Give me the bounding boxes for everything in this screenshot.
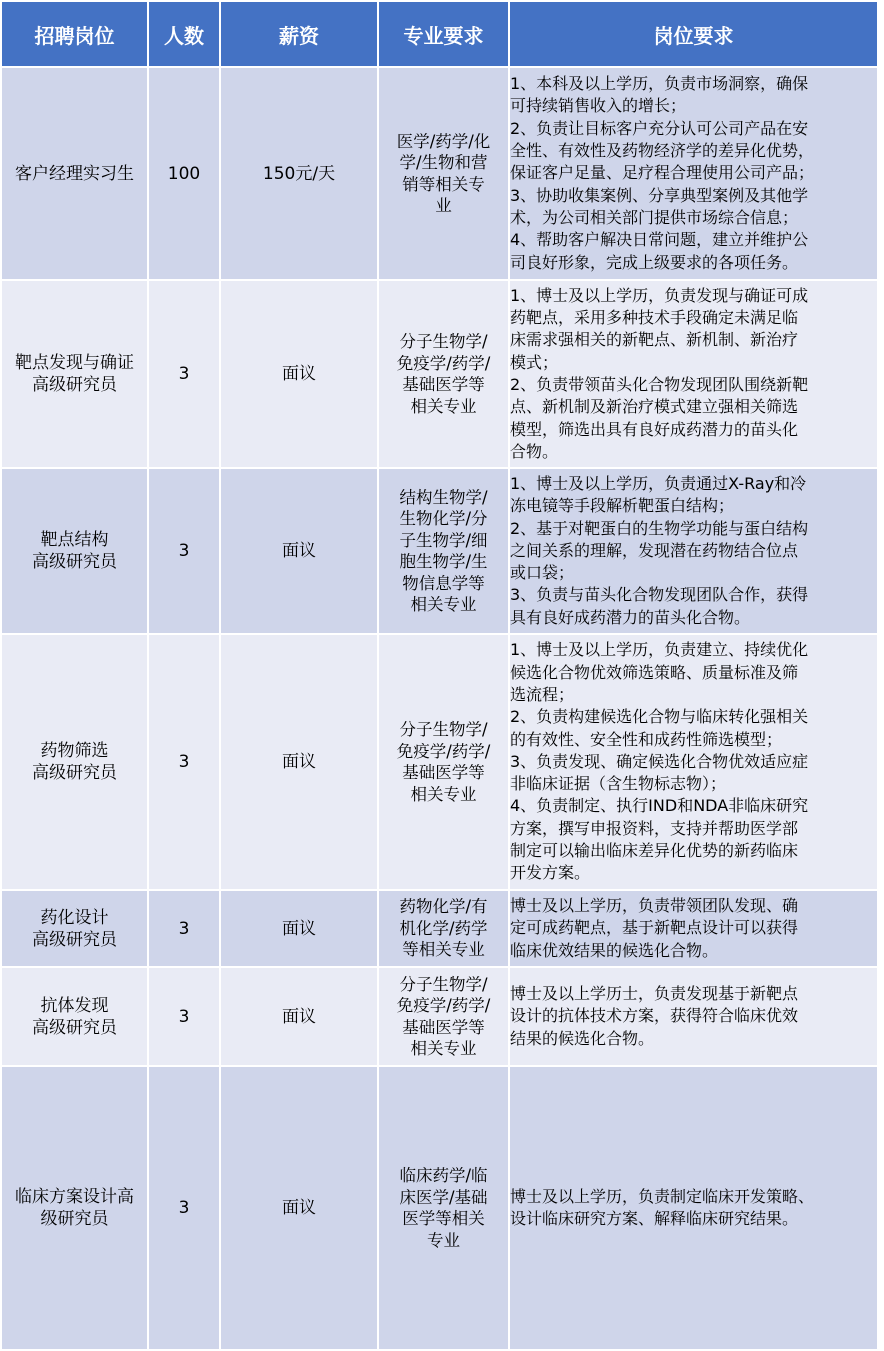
requirement-line: 术，为公司相关部门提供市场综合信息； [510,207,799,227]
position-title-cell [1,280,148,468]
requirement-line: 之间关系的理解，发现潜在药物结合位点 [510,540,799,560]
major-line: 药物化学/有 [399,897,488,917]
requirement-line: 合物。 [510,441,559,461]
header-requirements: 岗位要求 [509,1,878,67]
header-headcount: 人数 [148,1,220,67]
requirement-line: 候选化合物优效筛选策略、质量标准及筛 [510,662,799,682]
major-line: 免疫学/药学/ [396,996,491,1015]
major-line: 床医学/基础 [399,1187,488,1207]
major-requirement-cell [378,967,509,1066]
major-line: 学/生物和营 [399,153,488,172]
table-row [1,1066,878,1350]
salary-cell: 面议 [220,280,378,468]
major-line: 生物化学/分 [399,509,488,528]
requirement-line: 模型，筛选出具有良好成药潜力的苗头化 [510,419,799,439]
requirement-line: 设计的抗体技术方案，获得符合临床优效 [510,1006,799,1026]
position-title-line: 高级研究员 [32,1017,117,1038]
requirement-line: 2、负责带领苗头化合物发现团队围绕新靶 [510,375,809,394]
requirement-line: 定可成药靶点，基于新靶点设计可以获得 [510,918,799,938]
headcount-cell: 3 [148,468,220,634]
salary-cell: 面议 [220,1066,378,1350]
requirement-line: 的有效性、安全性和成药性筛选模型； [510,729,783,749]
position-title-cell [1,634,148,890]
requirement-line: 3、协助收集案例、分享典型案例及其他学 [510,185,809,205]
major-line: 分子生物学/ [399,974,488,994]
requirement-line: 4、负责制定、执行IND和NDA非临床研究 [510,796,809,816]
position-title-line: 药化设计 [40,907,109,928]
major-line: 免疫学/药学/ [396,741,491,761]
requirement-line: 1、本科及以上学历，负责市场洞察，确保 [510,74,809,94]
position-title-line: 高级研究员 [32,375,117,395]
headcount-cell: 3 [148,280,220,468]
major-line: 业 [435,196,452,215]
requirement-line: 博士及以上学历，负责带领团队发现、确 [510,896,799,916]
job-requirement-cell [509,1066,878,1350]
salary-cell: 面议 [220,890,378,967]
major-line: 相关专业 [410,1039,477,1058]
requirement-line: 3、负责发现、确定候选化合物优效适应症 [510,751,809,771]
requirement-line: 3、负责与苗头化合物发现团队合作，获得 [510,585,809,605]
position-title-line: 抗体发现 [40,995,109,1016]
job-requirement-cell [509,67,878,280]
position-title-line: 级研究员 [40,1209,109,1229]
major-line: 分子生物学/ [399,332,488,351]
job-requirement-cell [509,280,878,468]
major-requirement-cell [378,1066,509,1350]
major-line: 等相关专业 [402,940,485,960]
major-line: 基础医学等 [402,763,485,782]
requirement-line: 制定可以输出临床差异化优势的新药临床 [510,841,799,861]
header-row [1,1,878,67]
requirement-line: 2、负责让目标客户充分认可公司产品在安 [510,118,809,138]
major-line: 临床药学/临 [399,1166,488,1185]
requirement-line: 4、帮助客户解决日常问题，建立并维护公 [510,230,809,250]
position-title-cell [1,67,148,280]
requirement-line: 全性、有效性及药物经济学的差异化优势， [510,141,815,161]
headcount-cell: 3 [148,890,220,967]
headcount-cell: 3 [148,967,220,1066]
header-salary: 薪资 [220,1,378,67]
job-requirement-cell [509,468,878,634]
requirement-line: 非临床证据（含生物标志物）； [510,774,727,794]
major-requirement-cell [378,280,509,468]
requirement-line: 博士及以上学历，负责制定临床开发策略、 [510,1186,815,1206]
position-title-line: 高级研究员 [32,929,117,950]
requirement-line: 药靶点，采用多种技术手段确定未满足临 [510,308,799,328]
requirement-line: 1、博士及以上学历，负责建立、持续优化 [510,640,809,660]
salary-cell: 面议 [220,967,378,1066]
major-line: 免疫学/药学/ [396,353,491,373]
salary-cell: 面议 [220,468,378,634]
requirement-line: 2、基于对靶蛋白的生物学功能与蛋白结构 [510,518,809,538]
major-line: 基础医学等 [402,1017,485,1037]
table-row [1,890,878,967]
requirement-line: 保证客户足量、足疗程合理使用公司产品； [510,163,815,183]
position-title-line: 临床方案设计高 [15,1187,134,1207]
major-requirement-cell [378,67,509,280]
requirement-line: 临床优效结果的候选化合物。 [510,940,719,960]
requirement-line: 1、博士及以上学历，负责发现与确证可成 [510,285,809,305]
major-line: 基础医学等 [402,375,485,394]
requirement-line: 方案，撰写申报资料，支持并帮助医学部 [510,818,799,838]
major-requirement-cell [378,634,509,890]
position-title-line: 靶点发现与确证 [15,353,134,373]
table-row [1,967,878,1066]
position-title-cell [1,1066,148,1350]
table-row [1,280,878,468]
requirement-line: 点、新机制及新治疗模式建立强相关筛选 [510,397,799,417]
position-title-line: 高级研究员 [32,763,117,783]
major-line: 销等相关专 [402,174,485,194]
requirement-line: 模式； [510,352,559,372]
major-requirement-cell [378,468,509,634]
job-requirement-cell [509,890,878,967]
position-title-cell [1,967,148,1066]
major-line: 子生物学/细 [399,530,488,550]
position-title-line: 靶点结构 [40,530,109,550]
requirement-line: 具有良好成药潜力的苗头化合物。 [510,607,751,627]
headcount-cell: 3 [148,1066,220,1350]
position-title-line: 药物筛选 [40,741,109,761]
requirement-line: 博士及以上学历士，负责发现基于新靶点 [510,984,799,1004]
major-requirement-cell [378,890,509,967]
position-title-line: 高级研究员 [32,552,117,572]
table-row [1,468,878,634]
requirement-line: 结果的候选化合物。 [510,1028,655,1048]
table-row [1,67,878,280]
major-line: 胞生物学/生 [399,552,488,571]
major-line: 结构生物学/ [399,487,488,507]
major-line: 相关专业 [410,595,477,614]
position-title-cell [1,468,148,634]
major-line: 机化学/药学 [399,918,488,938]
requirement-line: 可持续销售收入的增长； [510,96,687,116]
position-title-cell [1,890,148,967]
requirement-line: 2、负责构建候选化合物与临床转化强相关 [510,707,809,727]
major-line: 分子生物学/ [399,720,488,739]
requirement-line: 开发方案。 [510,863,591,883]
requirement-line: 司良好形象，完成上级要求的各项任务。 [510,252,799,272]
major-line: 专业 [427,1230,460,1250]
position-title-line: 客户经理实习生 [15,163,134,184]
major-line: 相关专业 [410,396,477,416]
major-line: 相关专业 [410,784,477,804]
headcount-cell: 3 [148,634,220,890]
header-position: 招聘岗位 [1,1,148,67]
major-line: 医学等相关 [402,1209,485,1228]
salary-cell: 面议 [220,634,378,890]
requirement-line: 或口袋； [510,563,575,583]
requirement-line: 床需求强相关的新靶点、新机制、新治疗 [510,330,799,350]
headcount-cell: 100 [148,67,220,280]
header-major: 专业要求 [378,1,509,67]
job-requirement-cell [509,967,878,1066]
requirement-line: 设计临床研究方案、解释临床研究结果。 [510,1209,799,1228]
major-line: 物信息学等 [402,573,485,593]
requirement-line: 选流程； [510,684,575,704]
requirement-line: 1、博士及以上学历，负责通过X-Ray和冷 [510,473,807,493]
job-requirement-cell [509,634,878,890]
requirement-line: 冻电镜等手段解析靶蛋白结构； [510,496,735,516]
salary-cell: 150元/天 [220,67,378,280]
table-row [1,634,878,890]
major-line: 医学/药学/化 [396,131,491,151]
